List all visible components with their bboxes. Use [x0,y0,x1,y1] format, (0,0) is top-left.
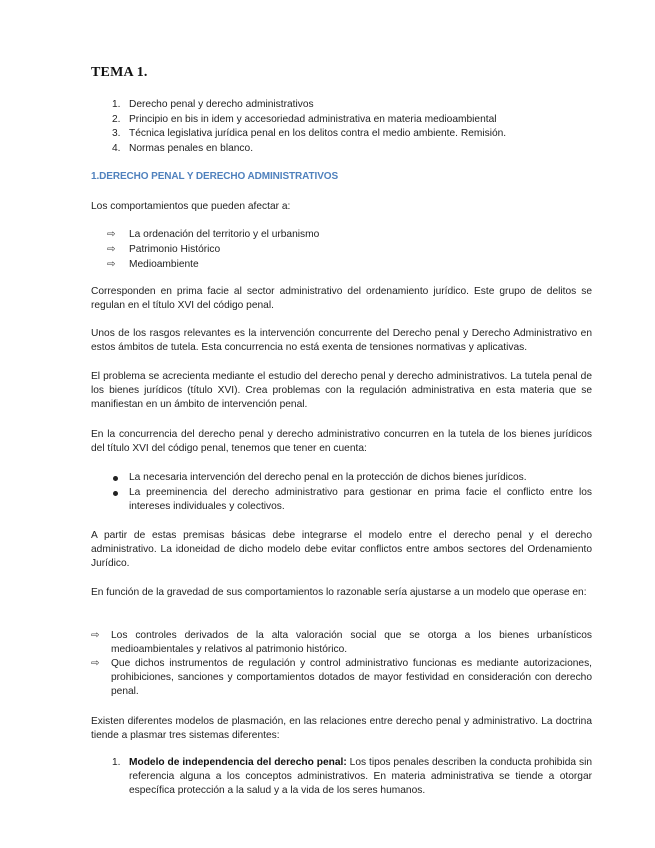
arrow-icon: ⇨ [91,658,100,669]
intro-paragraph: Los comportamientos que pueden afectar a: [91,201,291,212]
toc-number: 3. [112,128,121,139]
paragraph-1: Corresponden en prima facie al sector administrativo del ordenamiento jurídico. Este grupo de delitos se regulan en el título XVI del código penal. [91,286,592,311]
paragraph-6: En función de la gravedad de sus comportamientos lo razonable sería ajustarse a un modelo que operase en: [91,587,587,598]
toc-item [91,113,592,128]
list-item [91,629,592,657]
list-item [91,471,592,485]
list-item [91,243,592,258]
models-list [91,756,592,798]
model-label: Modelo de independencia del derecho penal: [129,757,347,768]
list-item [91,756,592,798]
toc-item [91,127,592,142]
toc-number: 2. [112,113,121,125]
toc-text: Principio en bis in idem y accesoriedad administrativa en materia medioambiental [129,113,497,125]
affected-list [91,228,592,273]
toc-item [91,98,592,113]
toc-text: Derecho penal y derecho administrativos [129,99,314,110]
table-of-contents [91,98,592,156]
arrow-icon: ⇨ [107,259,116,270]
list-item-text: La preeminencia del derecho administrativo para gestionar en prima facie el conflicto entre los intereses individuales y colectivos. [129,487,592,512]
controls-list [91,629,592,699]
list-item-text: Patrimonio Histórico [129,244,221,255]
toc-text: Técnica legislativa jurídica penal en los delitos contra el medio ambiente. Remisión. [129,128,507,139]
paragraph-5: A partir de estas premisas básicas debe integrarse el modelo entre el derecho penal y el derecho administrativo. La idoneidad de dicho modelo debe evitar conflictos entre ambos sectores del Ordenamiento Jurídico. [91,530,592,569]
paragraph-3: El problema se acrecienta mediante el estudio del derecho penal y derecho administrativos. La tutela penal de los bienes jurídicos (título XVI). Crea problemas con la regulación administrativa en esta materia que se manifiestan en un ámbito de intervención penal. [91,371,592,410]
section-heading: 1.DERECHO PENAL Y DERECHO ADMINISTRATIVOS [91,171,339,182]
toc-text: Normas penales en blanco. [129,142,254,154]
list-item [91,258,592,273]
list-item [91,228,592,243]
list-item-text: La ordenación del territorio y el urbanismo [129,229,320,240]
list-item [91,657,592,699]
toc-item [91,142,592,157]
bullet-list [91,471,592,514]
paragraph-2: Unos de los rasgos relevantes es la intervención concurrente del Derecho penal y Derecho Administrativo en estos ámbitos de tutela. Esta concurrencia no está exenta de tensiones normativas y aplicativas. [91,328,592,353]
list-item-text: Medioambiente [129,259,199,270]
page-title: TEMA 1. [91,65,148,80]
bullet-icon [113,491,118,496]
list-item-text: Que dichos instrumentos de regulación y control administrativo funcionas es mediante autorizaciones, prohibiciones, sanciones y comportamientos dotados de mayor festividad en consideración con derecho penal. [111,658,592,697]
list-number: 1. [112,757,121,768]
paragraph-7: Existen diferentes modelos de plasmación, en las relaciones entre derecho penal y administrativo. La doctrina tiende a plasmar tres sistemas diferentes: [91,716,592,741]
toc-number: 4. [112,142,121,154]
list-item-text: La necesaria intervención del derecho penal en la protección de dichos bienes jurídicos. [129,472,527,483]
arrow-icon: ⇨ [91,630,100,641]
list-item-text: Los controles derivados de la alta valoración social que se otorga a los bienes urbanísticos medioambientales y relativos al patrimonio histórico. [111,630,592,655]
paragraph-4: En la concurrencia del derecho penal y derecho administrativo concurren en la tutela de los bienes jurídicos del título XVI del código penal, tenemos que tener en cuenta: [91,429,592,454]
toc-number: 1. [112,99,121,110]
arrow-icon: ⇨ [107,244,116,255]
bullet-icon [113,476,118,481]
list-item [91,486,592,514]
arrow-icon: ⇨ [107,229,116,240]
list-item-text: Los tipos penales describen la conducta prohibida sin referencia alguna a los conceptos administrativos. En materia administrativa se tiende a otorgar específica protección a la salud y a la vida de los seres humanos. [129,757,592,796]
